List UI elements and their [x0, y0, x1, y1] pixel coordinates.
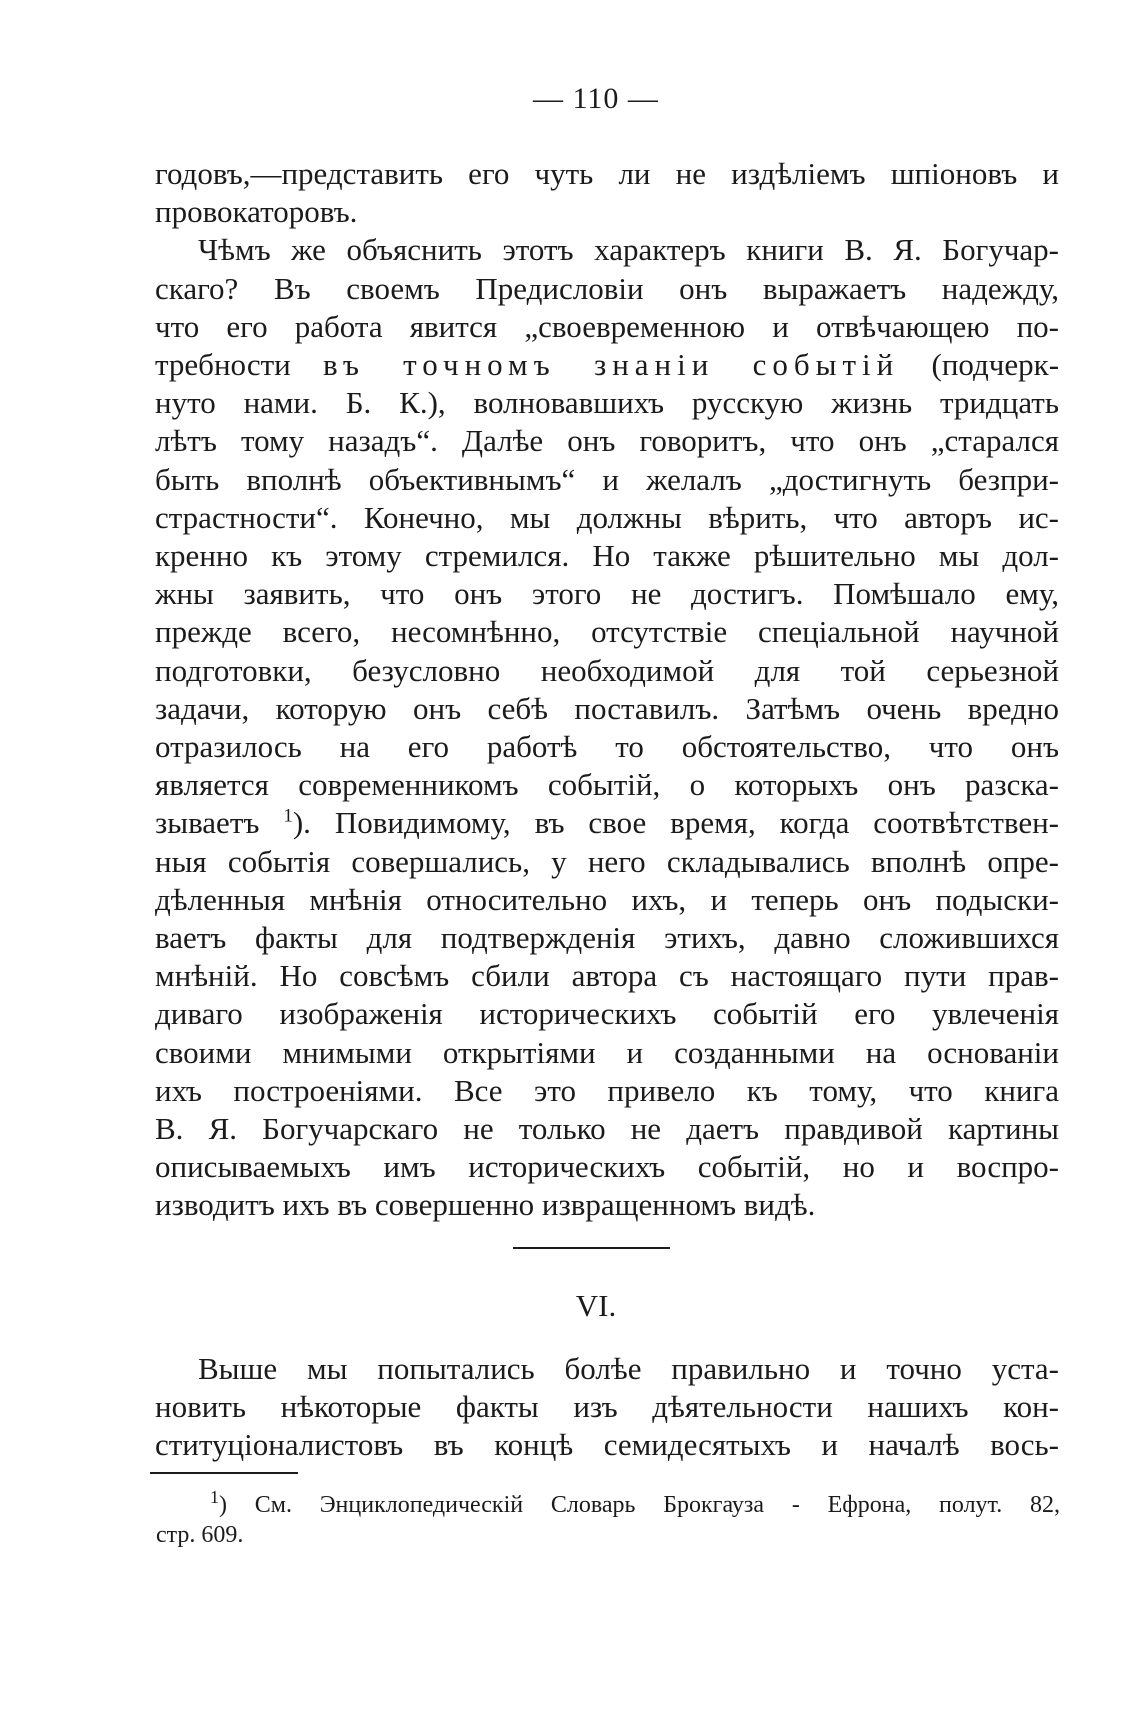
section-divider	[513, 1247, 670, 1249]
text-line: дѣленныя мнѣнія относительно ихъ, и теперь онъ подыски-	[155, 881, 1059, 917]
text-line: кренно къ этому стремился. Но также рѣшительно мы дол-	[155, 538, 1059, 574]
text-line: Чѣмъ же объяснить этотъ характеръ книги В. Я. Богучар-	[198, 232, 1059, 268]
footnote	[156, 1487, 1060, 1550]
text-line: жны заявить, что онъ этого не достигъ. Помѣшало ему,	[155, 576, 1059, 612]
text-line: ихъ построеніями. Все это привело къ тому, что книга	[155, 1072, 1059, 1108]
text-line: скаго? Въ своемъ Предисловіи онъ выражаетъ надежду,	[155, 270, 1059, 306]
footnote-reference[interactable]: 1	[283, 806, 293, 828]
page-number: — 110 —	[533, 82, 659, 115]
text-line: нуто нами. Б. К.), волновавшихъ русскую жизнь тридцать	[155, 385, 1059, 421]
text-line: описываемыхъ имъ историческихъ событій, но и воспро-	[155, 1149, 1059, 1185]
text-fragment: зываетъ	[155, 805, 260, 841]
text-line: что его работа явится „своевременною и отвѣчающею по-	[155, 308, 1059, 344]
text-line: ституціоналистовъ въ концѣ семидесятыхъ и началѣ вось-	[155, 1427, 1059, 1463]
text-line: подготовки, безусловно необходимой для той серьезной	[155, 652, 1059, 688]
text-line: страстности“. Конечно, мы должны вѣрить, что авторъ ис-	[155, 499, 1059, 535]
text-line: мнѣній. Но совсѣмъ сбили автора съ настоящаго пути прав-	[155, 958, 1059, 994]
text-line: является современникомъ событій, о которыхъ онъ разска-	[155, 767, 1059, 803]
footnote-divider	[150, 1472, 298, 1474]
paragraph	[155, 231, 1059, 1224]
text-line: прежде всего, несомнѣнно, отсутствіе спеціальной научной	[155, 614, 1059, 650]
text-line: задачи, которую онъ себѣ поставилъ. Затѣмъ очень вредно	[155, 690, 1059, 726]
text-fragment: (подчерк-	[931, 347, 1060, 383]
text-line: годовъ,—представить его чуть ли не издѣліемъ шпіоновъ и	[155, 156, 1059, 191]
text-line: новить нѣкоторые факты изъ дѣятельности нашихъ кон-	[155, 1389, 1059, 1425]
text-line: лѣтъ тому назадъ“. Далѣе онъ говоритъ, что онъ „старался	[155, 423, 1059, 459]
text-line: В. Я. Богучарскаго не только не даетъ правдивой картины	[155, 1111, 1059, 1147]
paragraph	[155, 1350, 1059, 1465]
text-line-emphasis	[155, 346, 1059, 384]
text-line: быть вполнѣ объективнымъ“ и желалъ „достигнуть безпри-	[155, 461, 1059, 497]
footnote-mark: 1	[210, 1487, 219, 1507]
text-line: провокаторовъ.	[155, 194, 358, 230]
emphasized-phrase: въ точномъ знаніи событій	[322, 347, 900, 383]
text-line: изводитъ ихъ въ совершенно извращенномъ видѣ.	[155, 1187, 816, 1223]
text-line-with-footnote	[155, 804, 1059, 842]
text-line: ныя событія совершались, у него складывались вполнѣ опре-	[155, 843, 1059, 879]
footnote-line: стр. 609.	[156, 1522, 244, 1548]
text-line: Выше мы попытались болѣе правильно и точно уста-	[198, 1351, 1059, 1386]
section-text	[155, 1350, 1059, 1465]
paragraph-continuation	[155, 155, 1059, 231]
text-fragment: требности	[155, 347, 291, 383]
main-text	[155, 155, 1059, 1225]
footnote-line	[156, 1487, 1060, 1520]
text-fragment: ). Повидимому, въ свое время, когда соотвѣтствен-	[292, 805, 1060, 841]
text-line: ваетъ факты для подтвержденія этихъ, давно сложившихся	[155, 920, 1059, 956]
section-heading: VI.	[575, 1288, 617, 1323]
text-line: диваго изображенія историческихъ событій его увлеченія	[155, 996, 1059, 1032]
text-line: своими мнимыми открытіями и созданными на основаніи	[155, 1034, 1059, 1070]
text-line: отразилось на его работѣ то обстоятельство, что онъ	[155, 729, 1059, 765]
footnote-text: ) См. Энциклопедическій Словарь Брокгауза - Ефрона, полут. 82,	[219, 1492, 1060, 1518]
